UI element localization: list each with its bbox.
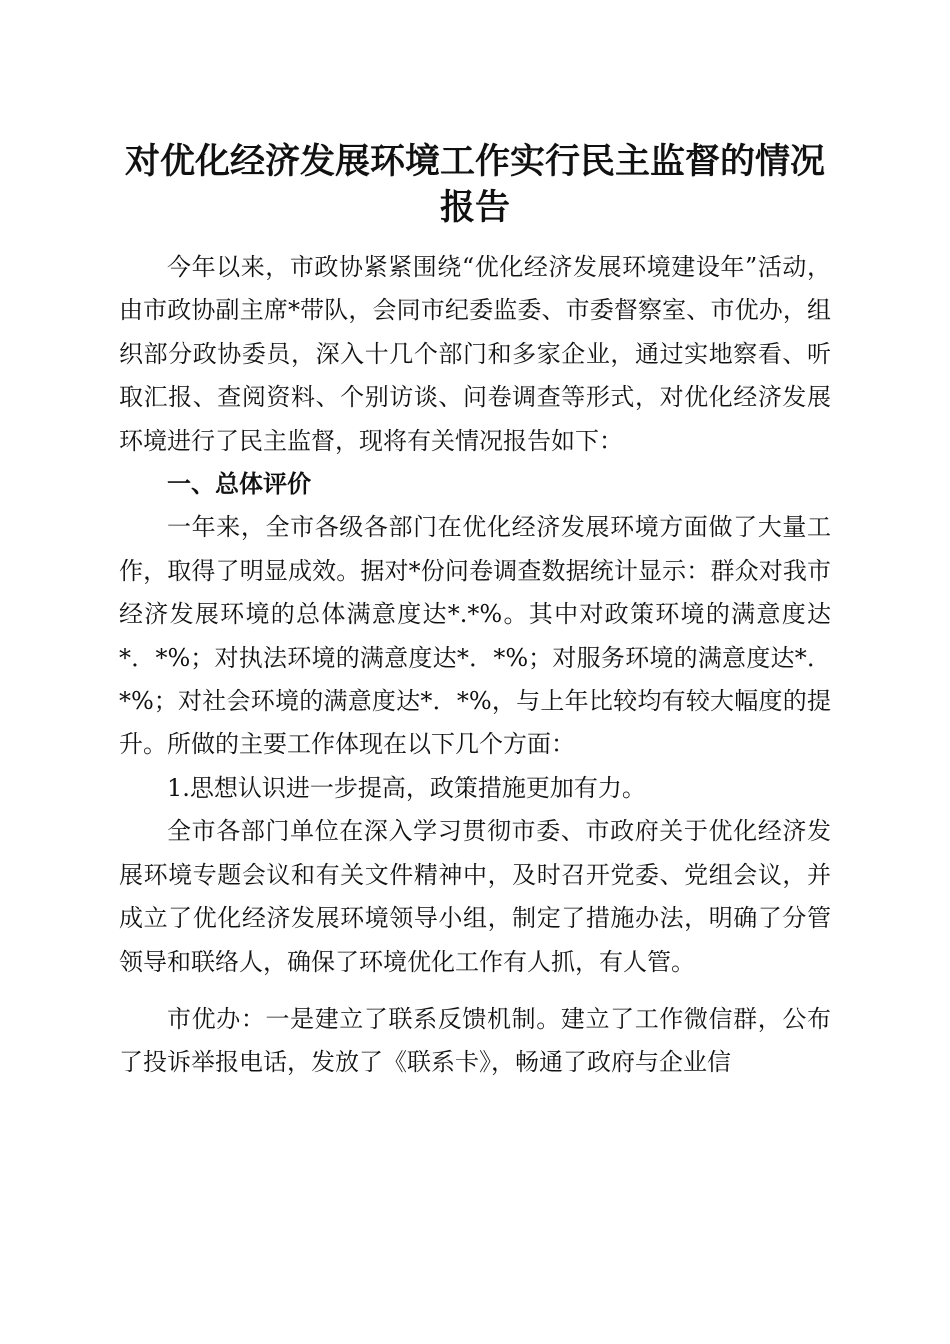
document-title-line-1: 对优化经济发展环境工作实行民主监督的情况 [124,141,825,182]
document-title-line-2: 报告 [439,187,510,228]
document-body [119,246,831,1085]
departments-paragraph: 全市各部门单位在深入学习贯彻市委、市政府关于优化经济发展环境专题会议和有关文件精神中，及时召开党委、党组会议，并成立了优化经济发展环境领导小组，制定了措施办法，明确了分管领导和联络人，确保了环境优化工作有人抓，有人管。 [119,817,831,976]
subsection-heading-1: 1.思想认识进一步提高，政策措施更加有力。 [167,773,646,802]
intro-paragraph: 今年以来，市政协紧紧围绕“优化经济发展环境建设年”活动，由市政协副主席*带队，会同市纪委监委、市委督察室、市优办，组织部分政协委员，深入十几个部门和多家企业，通过实地察看、听取汇报、查阅资料、个别访谈、问卷调查等形式，对优化经济发展环境进行了民主监督，现将有关情况报告如下： [119,253,831,455]
section-heading-overall-evaluation: 一、总体评价 [167,470,311,499]
city-office-paragraph: 市优办：一是建立了联系反馈机制。建立了工作微信群，公布了投诉举报电话，发放了《联系卡》，畅通了政府与企业信 [119,1004,831,1077]
evaluation-paragraph: 一年来，全市各级各部门在优化经济发展环境方面做了大量工作，取得了明显成效。据对*份问卷调查数据统计显示：群众对我市经济发展环境的总体满意度达*.*%。其中对政策环境的满意度达*．*%；对执法环境的满意度达*．*%；对服务环境的满意度达*．*%；对社会环境的满意度达*．*%，与上年比较均有较大幅度的提升。所做的主要工作体现在以下几个方面： [119,513,831,759]
